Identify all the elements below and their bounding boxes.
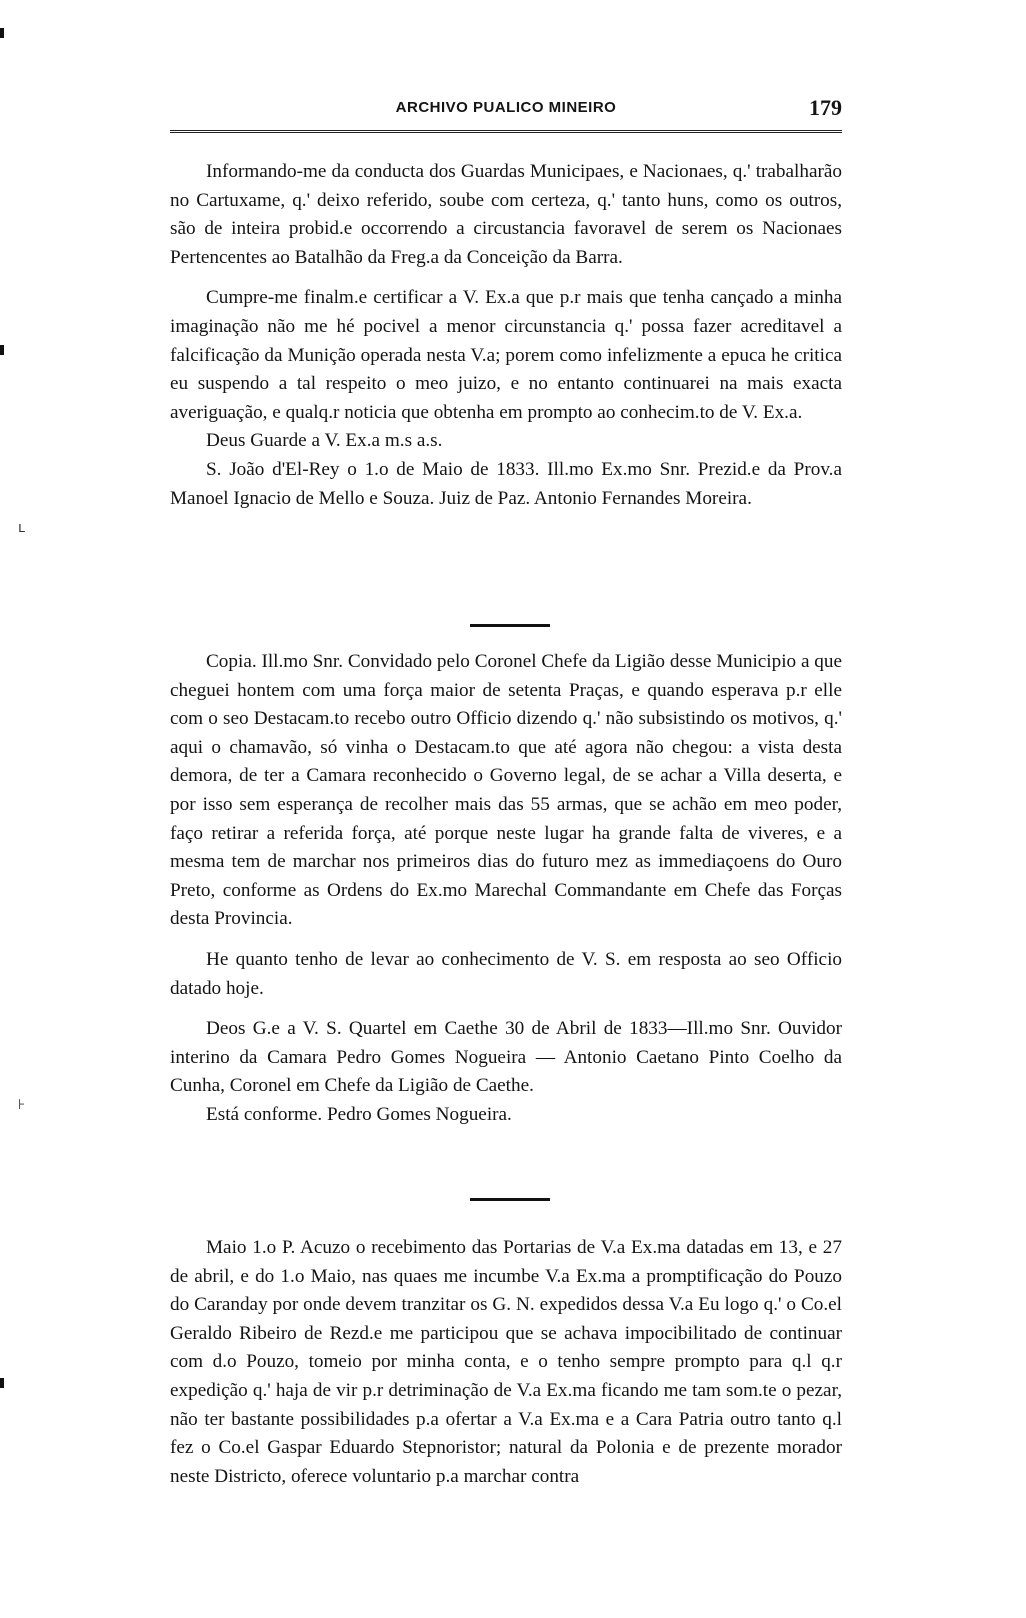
paragraph: Deus Guarde a V. Ex.a m.s a.s.: [206, 430, 443, 452]
paragraph: Informando-me da conducta dos Guardas Municipaes, e Nacionaes, q.' trabalharão no Cartuxame, q.' deixo referido, soube com certeza, q.' tanto huns, como os outros, são de inteira probid.e occorrendo a circustancia favoravel de serem os Nacionaes Pertencentes ao Batalhão da Freg.a da Conceição da Barra.: [170, 161, 842, 268]
page-header: [170, 93, 842, 123]
scan-edge-mark: [0, 345, 4, 355]
paragraph: Deos G.e a V. S. Quartel em Caethe 30 de Abril de 1833—Ill.mo Snr. Ouvidor interino da Camara Pedro Gomes Nogueira — Antonio Caetano Pinto Coelho da Cunha, Coronel em Chefe da Ligião de Caethe.: [170, 1018, 842, 1097]
section-copy: [170, 648, 842, 1130]
margin-mark: ⊦: [18, 1097, 26, 1113]
paragraph: Copia. Ill.mo Snr. Convidado pelo Coronel Chefe da Ligião desse Municipio a que cheguei hontem com uma força maior de setenta Praças, e quando esperava p.r elle com o seo Destacam.to recebo outro Officio dizendo q.' não subsistindo os motivos, q.' aqui o chamavão, só vinha o Destacam.to que até agora não chegou: a vista desta demora, de ter a Camara reconhecido o Governo legal, de se achar a Villa deserta, e por isso sem esperança de recolher mais das 55 armas, que se achão em meo poder, faço retirar a referida força, até porque neste lugar ha grande falta de viveres, e a mesma tem de marchar nos primeiros dias do futuro mez as immediaçoens do Ouro Preto, conforme as Ordens do Ex.mo Marechal Commandante em Chefe das Forças desta Provincia.: [170, 651, 842, 930]
section-divider: [470, 1198, 550, 1201]
section-divider: [470, 624, 550, 627]
header-rule: [170, 130, 842, 133]
running-title: ARCHIVO PUALICO MINEIRO: [395, 99, 617, 116]
paragraph: Cumpre-me finalm.e certificar a V. Ex.a que p.r mais que tenha cançado a minha imaginação não me hé pocivel a menor circunstancia q.' possa fazer acreditavel a falcificação da Munição operada nesta V.a; porem como infelizmente a epuca he critica eu suspendo a tal respeito o meo juizo, e no entanto continuarei na mais exacta averiguação, e qualq.r noticia que obtenha em prompto ao conhecim.to de V. Ex.a.: [170, 287, 842, 423]
paragraph: Está conforme. Pedro Gomes Nogueira.: [206, 1103, 512, 1125]
paragraph: Maio 1.o P. Acuzo o recebimento das Portarias de V.a Ex.ma datadas em 13, e 27 de abril, e do 1.o Maio, nas quaes me incumbe V.a Ex.ma a promptificação do Pouzo do Caranday por onde devem tranzitar os G. N. expedidos dessa V.a Eu logo q.' o Co.el Geraldo Ribeiro de Rezd.e me participou que se achava impocibilitado de continuar com d.o Pouzo, tomeio por minha conta, e o tenho sempre prompto para q.l q.r expedição q.' haja de vir p.r detriminação de V.a Ex.ma ficando me tam som.te o pezar, não ter bastante possibilidades p.a ofertar a V.a Ex.ma e a Cara Patria outro tanto q.l fez o Co.el Gaspar Eduardo Stepnoristor; natural da Polonia e de prezente morador neste Districto, oferece voluntario p.a marchar contra: [170, 1237, 842, 1487]
margin-mark: ʟ: [18, 520, 26, 536]
paragraph: S. João d'El-Rey o 1.o de Maio de 1833. Ill.mo Ex.mo Snr. Prezid.e da Prov.a Manoel Ignacio de Mello e Souza. Juiz de Paz. Antonio Fernandes Moreira.: [170, 458, 842, 509]
page-number: 179: [809, 95, 842, 120]
section-may-entry: [170, 1234, 842, 1491]
section-report: [170, 158, 842, 513]
scan-edge-mark: [0, 1378, 4, 1388]
paragraph: He quanto tenho de levar ao conhecimento de V. S. em resposta ao seo Officio datado hoje.: [170, 948, 842, 999]
scan-edge-mark: [0, 28, 4, 38]
